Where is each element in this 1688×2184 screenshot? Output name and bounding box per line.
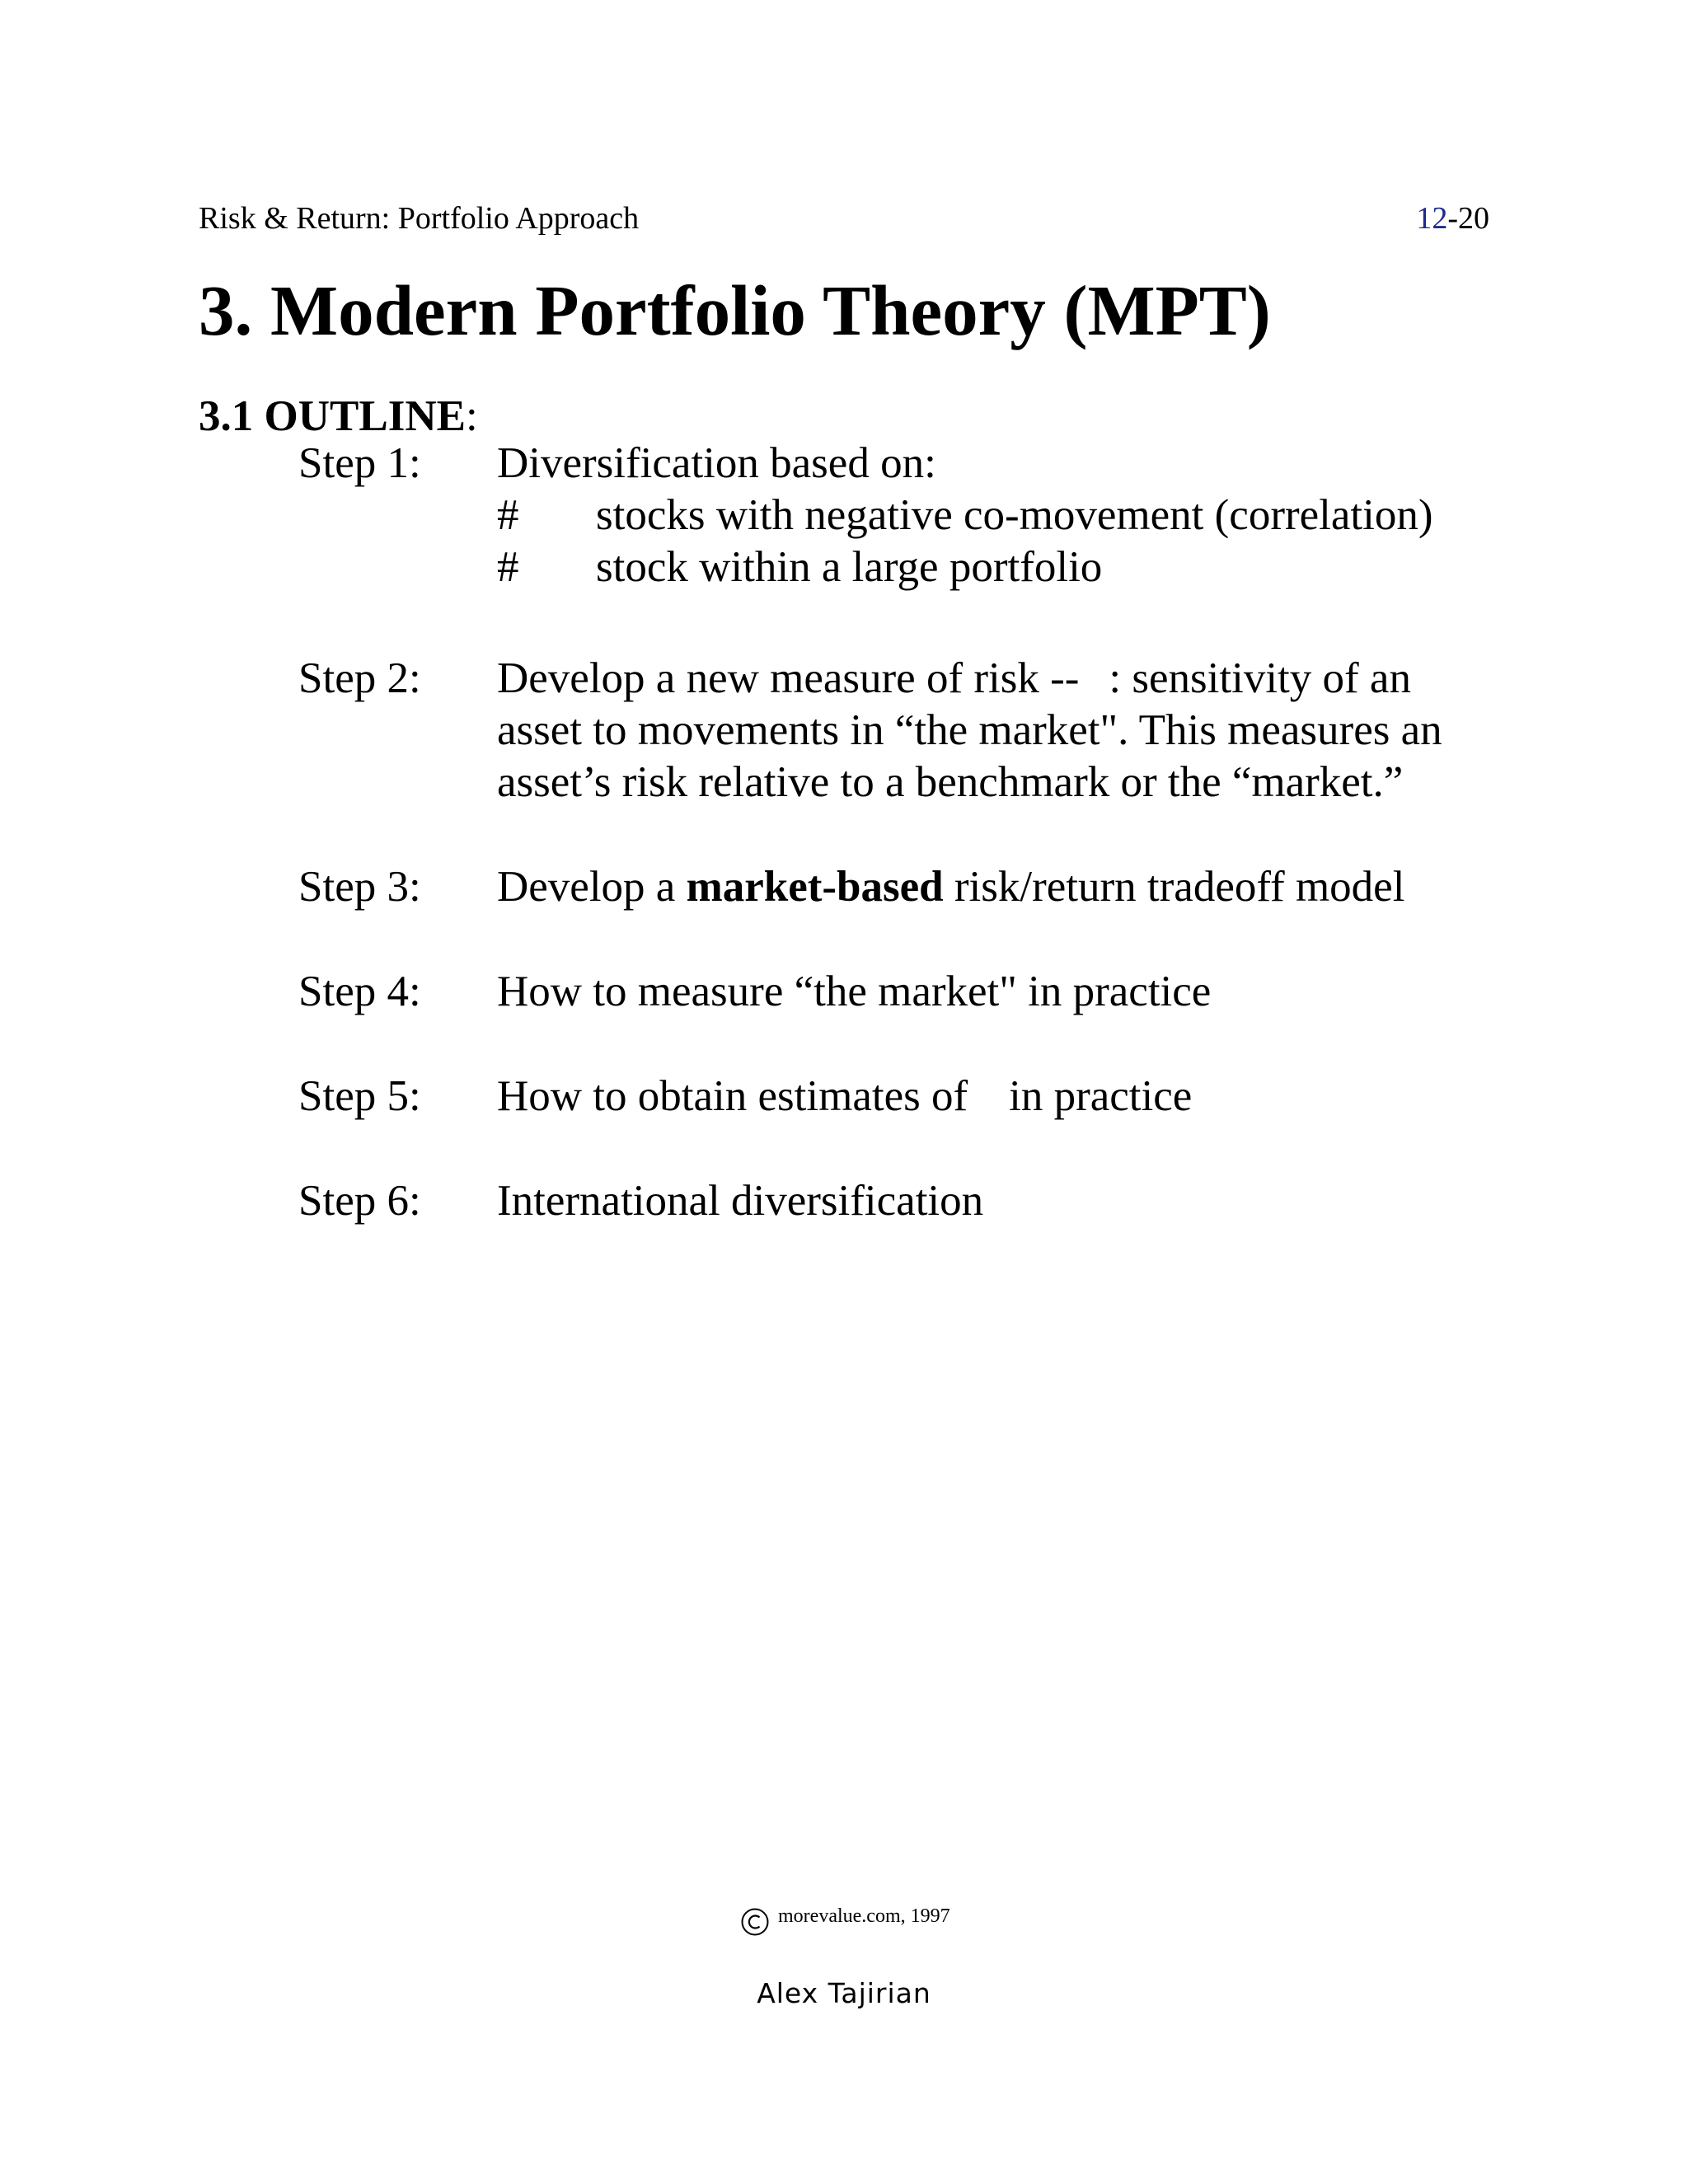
copyright-icon (740, 1907, 770, 1937)
running-title: Risk & Return: Portfolio Approach (199, 201, 640, 236)
page-chapter: 12 (1416, 201, 1448, 236)
step-2-line-1 (497, 653, 1411, 705)
step-1-bullet-2-text: stock within a large portfolio (596, 543, 1103, 591)
step-5-text-a: How to obtain estimates of (497, 1072, 968, 1120)
copyright-text: morevalue.com, 1997 (778, 1905, 950, 1927)
step-2-line-3: asset’s risk relative to a benchmark or the “market.” (497, 758, 1404, 806)
step-1-bullet-1-text: stocks with negative co-movement (correlation) (596, 491, 1433, 539)
step-3-bold: market-based (686, 863, 944, 911)
author-name: Alex Tajirian (757, 1977, 931, 2009)
page-suffix: -20 (1447, 201, 1489, 236)
step-3-pre: Develop a (497, 863, 687, 911)
step-6-text: International diversification (497, 1177, 984, 1225)
step-1-label: Step 1: (298, 439, 421, 487)
page-title: 3. Modern Portfolio Theory (MPT) (199, 270, 1271, 350)
step-2-line-2: asset to movements in “the market". This measures an (497, 706, 1442, 754)
running-header (199, 198, 1489, 239)
step-2-line-1-a: Develop a new measure of risk -- (497, 654, 1080, 702)
step-4-text: How to measure “the market" in practice (497, 968, 1212, 1015)
step-2-line-1-b: : sensitivity of an (1109, 654, 1411, 702)
step-3-label: Step 3: (298, 863, 421, 911)
step-2-label: Step 2: (298, 654, 421, 702)
step-1-bullet-2-mark: # (497, 543, 519, 591)
section-colon: : (465, 392, 478, 440)
page-number (1416, 198, 1489, 239)
step-5-text-b: in practice (1009, 1072, 1193, 1120)
step-5-text (497, 1071, 1192, 1122)
step-4-label: Step 4: (298, 968, 421, 1015)
step-5-label: Step 5: (298, 1072, 421, 1120)
step-6-label: Step 6: (298, 1177, 421, 1225)
section-number-label: 3.1 OUTLINE (199, 392, 466, 440)
step-1-bullet-1-mark: # (497, 491, 519, 539)
step-1-text: Diversification based on: (497, 439, 936, 487)
step-3-post: risk/return tradeoff model (943, 863, 1405, 911)
section-heading (199, 391, 478, 442)
step-3-text (497, 861, 1404, 913)
